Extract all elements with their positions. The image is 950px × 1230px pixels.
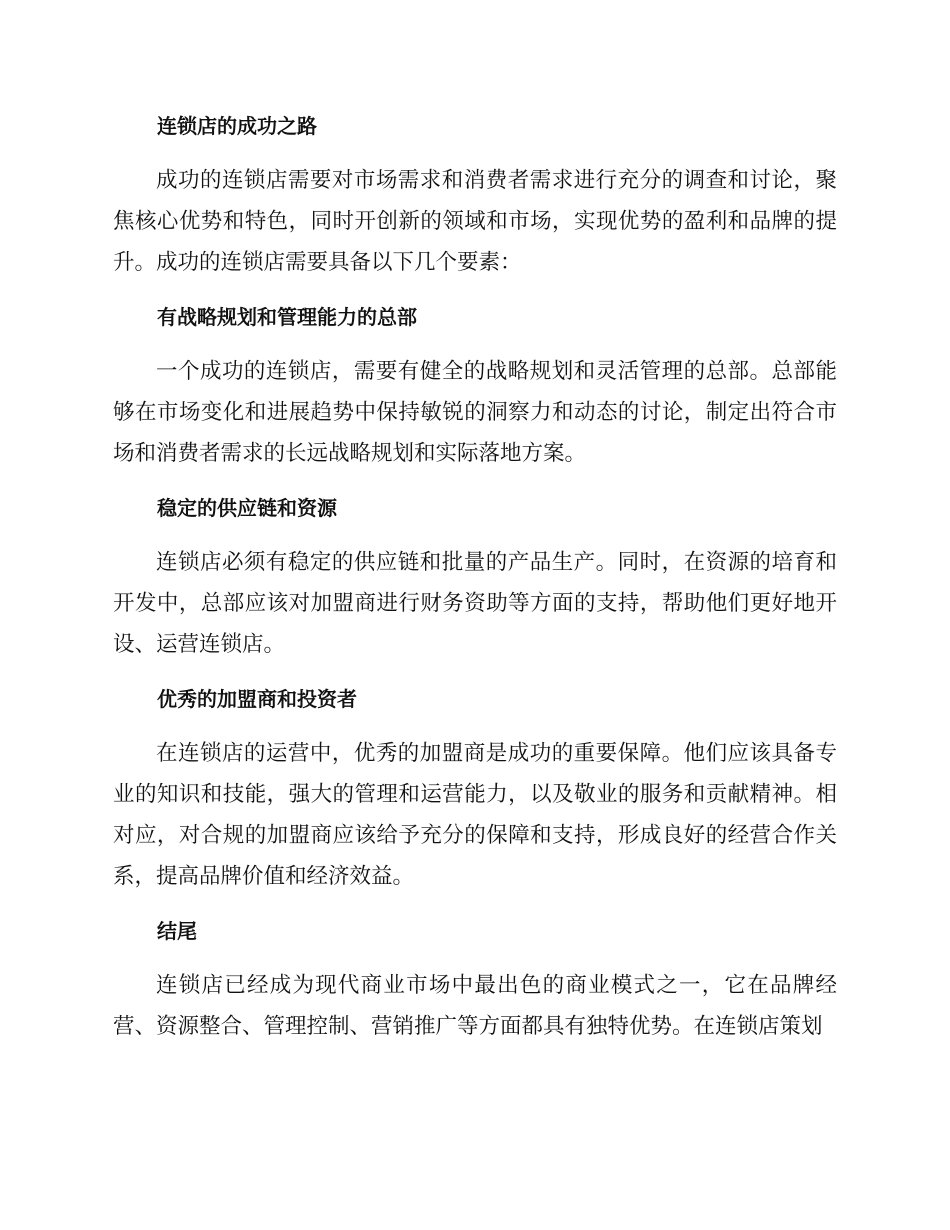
section-heading-5: 结尾 <box>157 919 197 943</box>
section-paragraph-2: 一个成功的连锁店，需要有健全的战略规划和灵活管理的总部。总部能够在市场变化和进展趋势中保持敏锐的洞察力和动态的讨论，制定出符合市场和消费者需求的长远战略规划和实际落地方案。 <box>113 359 837 466</box>
section-heading-1: 连锁店的成功之路 <box>157 114 317 138</box>
section-heading-2: 有战略规划和管理能力的总部 <box>157 305 417 329</box>
section-paragraph-4: 在连锁店的运营中，优秀的加盟商是成功的重要保障。他们应该具备专业的知识和技能，强大的管理和运营能力，以及敬业的服务和贡献精神。相对应，对合规的加盟商应该给予充分的保障和支持，形成良好的经营合作关系，提高品牌价值和经济效益。 <box>113 741 837 889</box>
section-paragraph-5: 连锁店已经成为现代商业市场中最出色的商业模式之一，它在品牌经营、资源整合、管理控制、营销推广等方面都具有独特优势。在连锁店策划 <box>113 973 837 1039</box>
section-heading-4: 优秀的加盟商和投资者 <box>157 687 357 711</box>
section-heading-3: 稳定的供应链和资源 <box>157 496 337 520</box>
section-paragraph-3: 连锁店必须有稳定的供应链和批量的产品生产。同时，在资源的培育和开发中，总部应该对加盟商进行财务资助等方面的支持，帮助他们更好地开设、运营连锁店。 <box>113 550 837 657</box>
section-paragraph-1: 成功的连锁店需要对市场需求和消费者需求进行充分的调查和讨论，聚焦核心优势和特色，同时开创新的领域和市场，实现优势的盈利和品牌的提升。成功的连锁店需要具备以下几个要素： <box>113 168 837 275</box>
